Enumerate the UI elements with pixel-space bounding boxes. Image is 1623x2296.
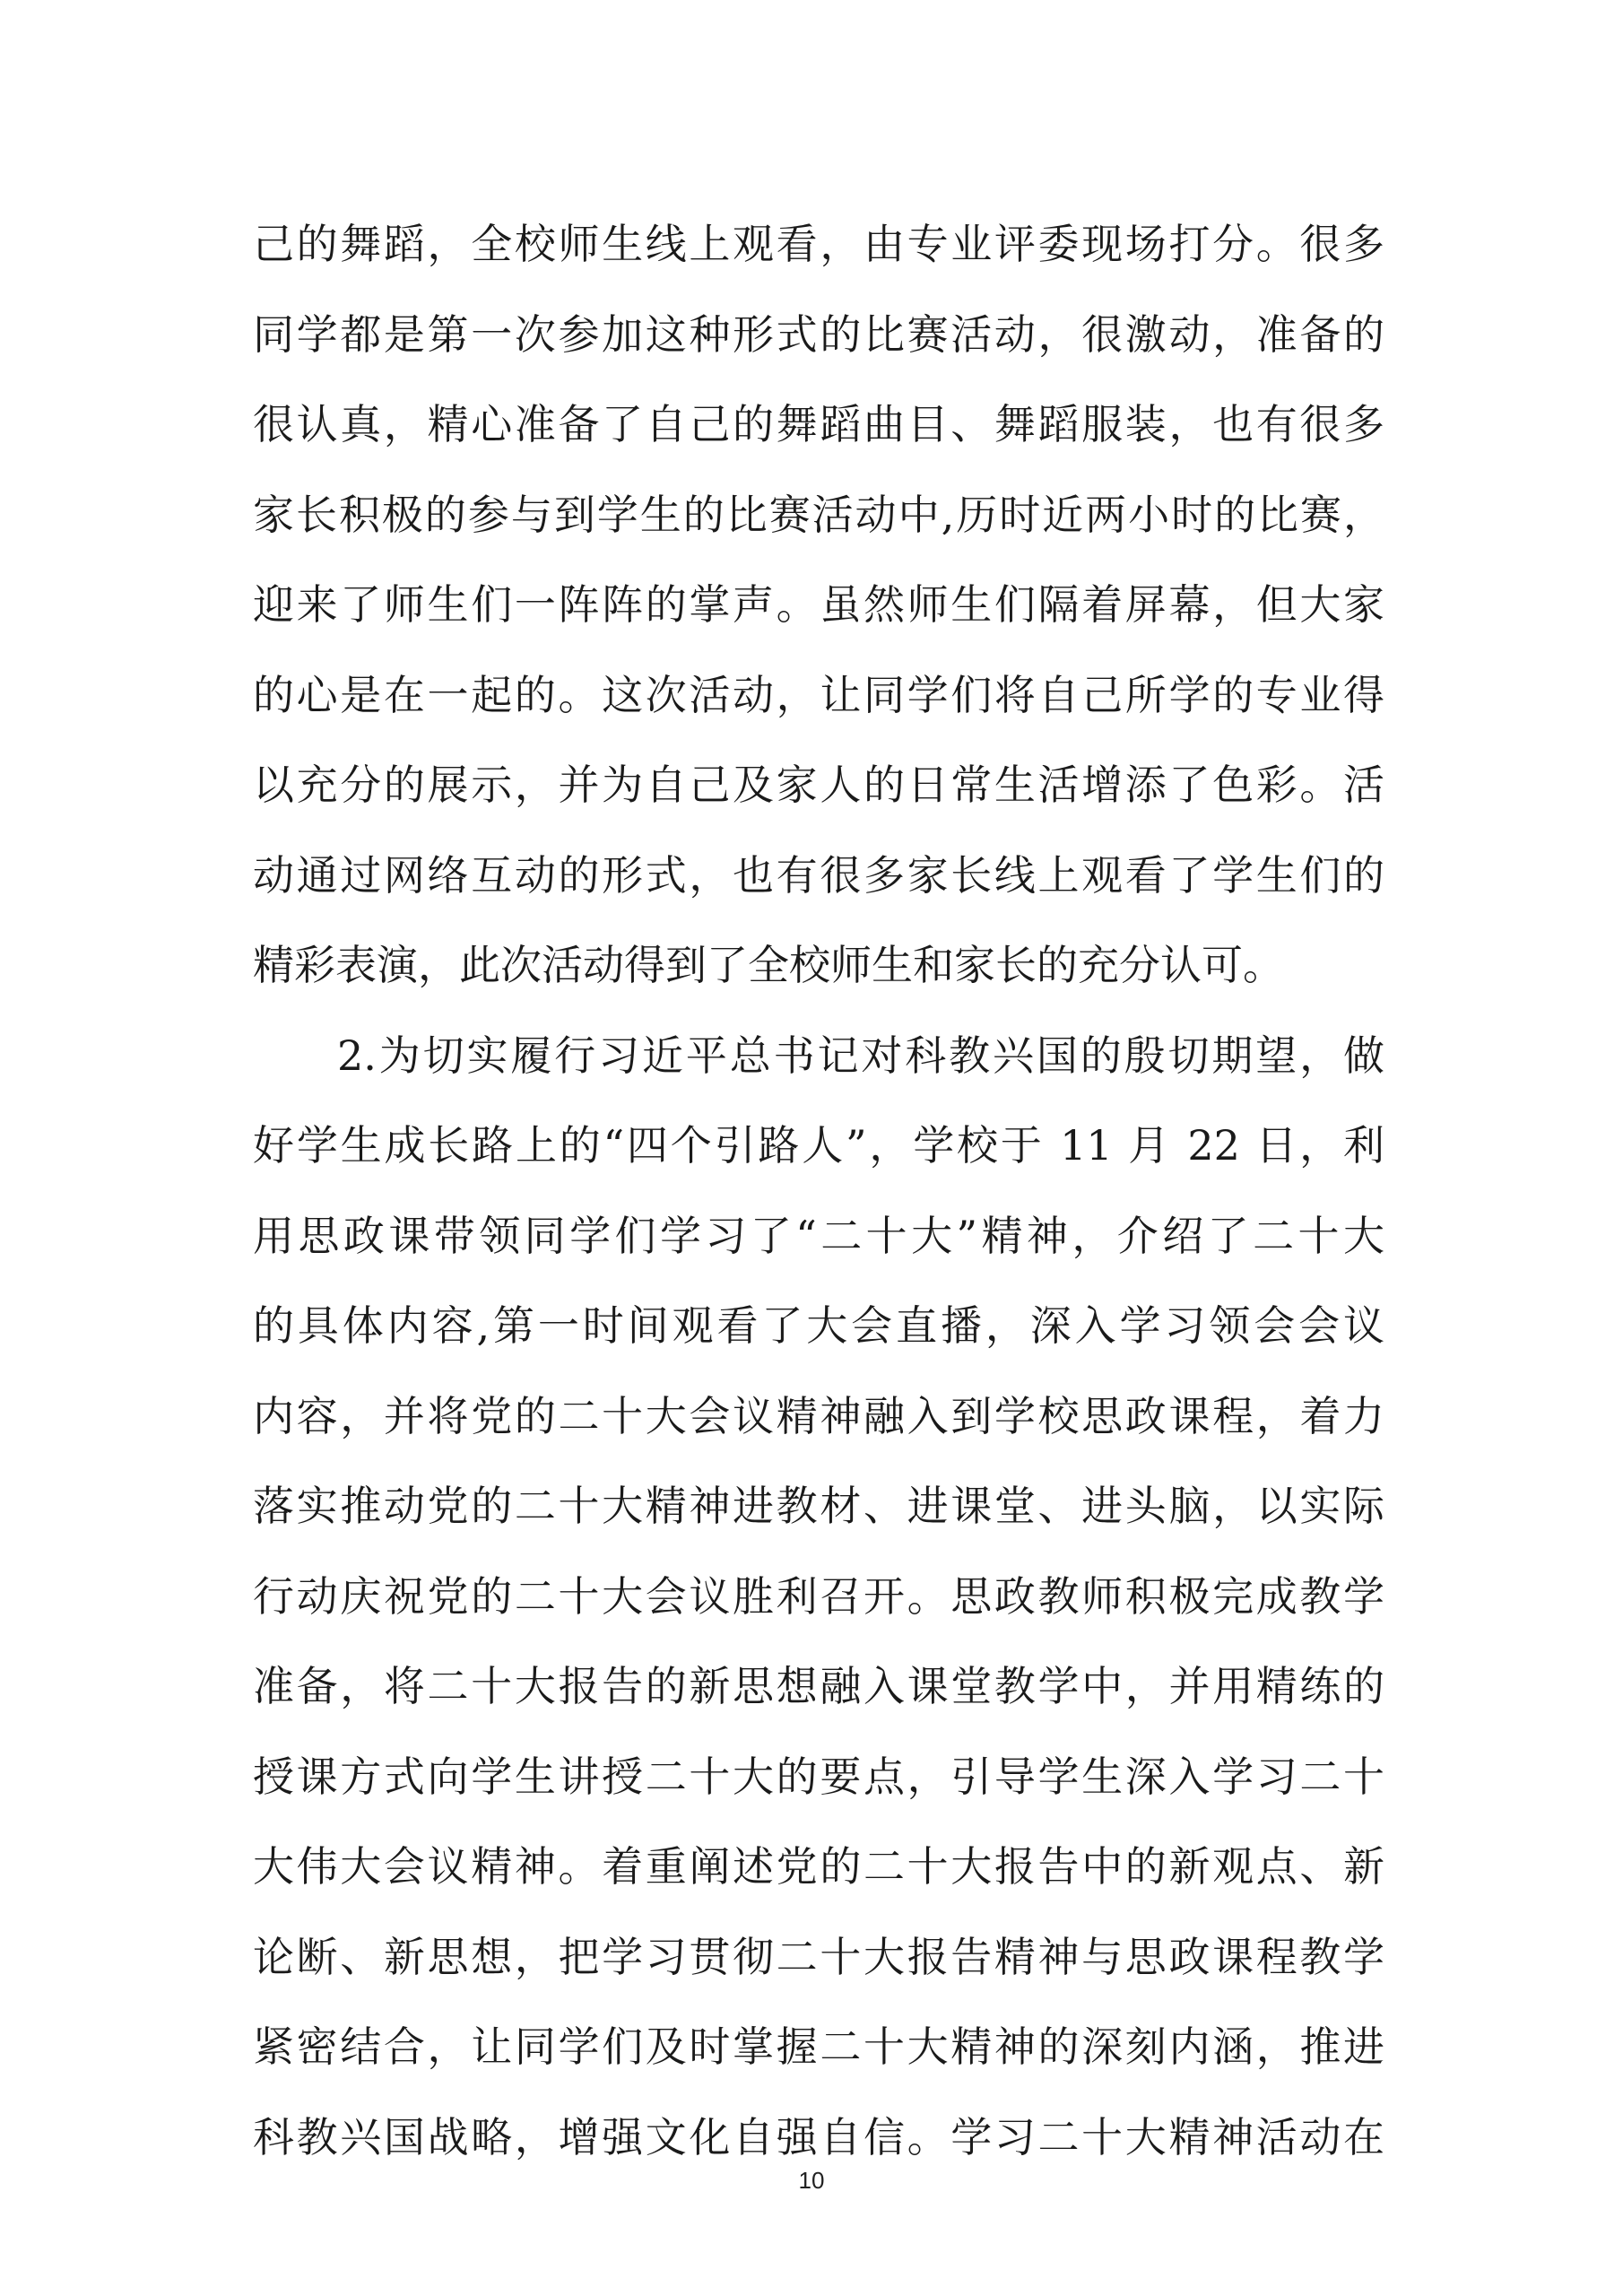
text-line: 授课方式向学生讲授二十大的要点，引导学生深入学习二十 xyxy=(253,1752,1384,1801)
text-line: 以充分的展示，并为自己及家人的日常生活增添了色彩。活 xyxy=(253,761,1384,809)
text-line: 论断、新思想，把学习贯彻二十大报告精神与思政课程教学 xyxy=(253,1932,1384,1981)
text-line: 紧密结合，让同学们及时掌握二十大精神的深刻内涵，推进 xyxy=(253,2022,1384,2071)
text-line: 科教兴国战略，增强文化自强自信。学习二十大精神活动在 xyxy=(253,2112,1384,2161)
text-line: 动通过网络互动的形式，也有很多家长线上观看了学生们的 xyxy=(253,850,1384,900)
text-line: 行动庆祝党的二十大会议胜利召开。思政教师积极完成教学 xyxy=(253,1571,1384,1621)
text-line: 很认真，精心准备了自己的舞蹈曲目、舞蹈服装，也有很多 xyxy=(253,400,1384,448)
text-line: 准备，将二十大报告的新思想融入课堂教学中，并用精练的 xyxy=(253,1662,1384,1710)
text-line: 好学生成长路上的“四个引路人”，学校于 11 月 22 日，利 xyxy=(253,1121,1384,1170)
text-line: 己的舞蹈，全校师生线上观看，由专业评委现场打分。很多 xyxy=(253,220,1384,268)
page-number: 10 xyxy=(798,2167,825,2194)
text-line: 的心是在一起的。这次活动，让同学们将自己所学的专业得 xyxy=(253,670,1384,719)
text-line: 落实推动党的二十大精神进教材、进课堂、进头脑，以实际 xyxy=(253,1482,1384,1530)
text-line: 内容，并将党的二十大会议精神融入到学校思政课程，着力 xyxy=(253,1391,1384,1440)
text-line: 同学都是第一次参加这种形式的比赛活动，很激动，准备的 xyxy=(253,309,1384,359)
text-line: 精彩表演，此次活动得到了全校师生和家长的充分认可。 xyxy=(253,941,1284,989)
body-text xyxy=(253,199,1384,2182)
paragraph-first-line: 2.为切实履行习近平总书记对科教兴国的殷切期望，做 xyxy=(337,1031,1384,1080)
text-line: 家长积极的参与到学生的比赛活动中,历时近两小时的比赛， xyxy=(253,490,1384,539)
text-line: 的具体内容,第一时间观看了大会直播，深入学习领会会议 xyxy=(253,1301,1384,1350)
text-line: 用思政课带领同学们学习了“二十大”精神，介绍了二十大 xyxy=(253,1211,1384,1260)
text-line: 迎来了师生们一阵阵的掌声。虽然师生们隔着屏幕，但大家 xyxy=(253,580,1384,629)
text-line: 大伟大会议精神。着重阐述党的二十大报告中的新观点、新 xyxy=(253,1842,1384,1891)
